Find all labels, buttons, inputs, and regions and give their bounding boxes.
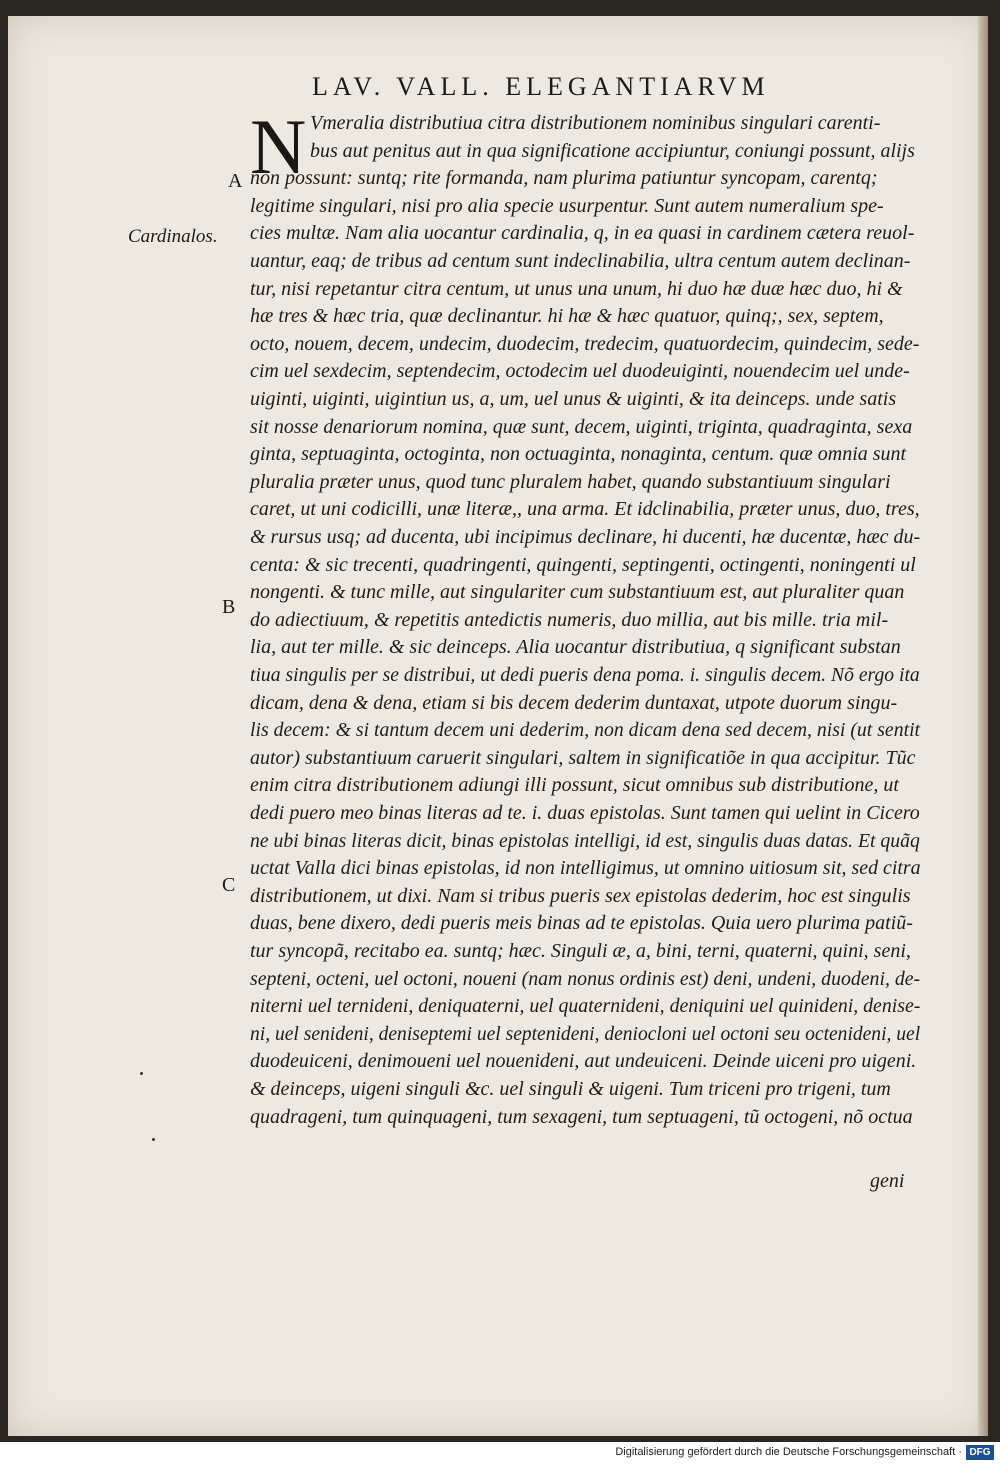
text-line: niterni uel ternideni, deniquaterni, uel quaternideni, deniquini uel quinideni, denise- bbox=[250, 995, 921, 1018]
text-line: lis decem: & si tantum decem uni dederim, non dicam dena sed decem, nisi (ut sentit bbox=[250, 719, 921, 742]
catchword: geni bbox=[870, 1170, 905, 1192]
text-line: tur syncopã, recitabo ea. suntq; hæc. Singuli æ, a, bini, terni, quaterni, quini, seni, bbox=[250, 940, 911, 962]
text-line: enim citra distributionem adiungi illi possunt, sicut omnibus sub distributione, ut bbox=[250, 774, 899, 797]
page-edge bbox=[978, 16, 988, 1436]
text-line: duodeuiceni, denimoueni uel nouenideni, aut undeuiceni. Deinde uiceni pro uigeni. bbox=[250, 1050, 917, 1073]
dfg-logo: DFG bbox=[966, 1445, 994, 1460]
text-line: autor) substantiuum caruerit singulari, saltem in significatiõe in qua accipitur. Tũc bbox=[250, 746, 916, 769]
text-line: lia, aut ter mille. & sic deinceps. Alia uocantur distributiua, q significant substan bbox=[250, 636, 901, 659]
text-line: non possunt: suntq; rite formanda, nam plurima patiuntur syncopam, carentq; bbox=[250, 167, 878, 190]
text-line: & rursus usq; ad ducenta, ubi incipimus declinare, hi ducenti, hæ ducentæ, hæc du- bbox=[250, 526, 921, 548]
text-line: centa: & sic trecenti, quadringenti, quingenti, septingenti, octingenti, noningenti ul bbox=[250, 553, 916, 576]
margin-note: Cardinalos. bbox=[128, 226, 218, 247]
text-line: duas, bene dixero, dedi pueris meis binas ad te epistolas. Quia uero plurima patiũ- bbox=[250, 912, 913, 935]
text-line: ni, uel senideni, deniseptemi uel septenideni, deniocloni uel octoni seu octenideni, uel bbox=[250, 1022, 921, 1045]
ink-speck bbox=[140, 1072, 143, 1075]
text-line: tiua singulis per se distribui, ut dedi pueris dena poma. i. singulis decem. Nõ ergo ita bbox=[250, 664, 920, 686]
text-line: nongenti. & tunc mille, aut singulariter cum substantiuum est, aut pluraliter quan bbox=[250, 581, 905, 604]
text-line: quadrageni, tum quinquageni, tum sexageni, tum septuageni, tũ octogeni, nõ octua bbox=[250, 1105, 913, 1128]
text-line: uiginti, uiginti, uigintiun us, a, um, uel unus & uiginti, & ita deinceps. unde satis bbox=[250, 388, 897, 410]
text-line: & deinceps, uigeni singuli &c. uel singuli & uigeni. Tum triceni pro trigeni, tum bbox=[250, 1078, 891, 1100]
text-line: ginta, septuaginta, octoginta, non octuaginta, nonaginta, centum. quæ omnia sunt bbox=[250, 443, 907, 466]
text-line: uctat Valla dici binas epistolas, id non intelligimus, ut omnino uitiosum sit, sed citra bbox=[250, 857, 921, 880]
text-line: bus aut penitus aut in qua significatione accipiuntur, coniungi possunt, alijs bbox=[310, 139, 915, 162]
text-line: pluralia præter unus, quod tunc pluralem habet, quando substantiuum singulari bbox=[250, 470, 891, 493]
decorated-initial: N bbox=[250, 103, 307, 190]
text-line: cies multæ. Nam alia uocantur cardinalia, q, in ea quasi in cardinem cætera reuol- bbox=[250, 222, 915, 245]
text-line: septeni, octeni, uel octoni, noueni (nam nonus ordinis est) deni, undeni, duodeni, de- bbox=[250, 967, 921, 990]
text-line: do adiectiuum, & repetitis antedictis numeris, duo millia, aut bis mille. tria mil- bbox=[250, 608, 889, 631]
text-line: Vmeralia distributiua citra distributionem nominibus singulari carenti- bbox=[310, 112, 881, 134]
footer-bar bbox=[0, 1442, 1000, 1464]
text-line: dicam, dena & dena, etiam si bis decem dederim duntaxat, utpote duorum singu- bbox=[250, 691, 898, 714]
text-line: dedi puero meo binas literas ad te. i. duas epistolas. Sunt tamen qui uelint in Cicero bbox=[250, 802, 920, 824]
text-line: cim uel sexdecim, septendecim, octodecim uel duodeuiginti, nouendecim uel unde- bbox=[250, 360, 910, 383]
text-line: sit nosse denariorum nomina, quæ sunt, decem, uiginti, triginta, quadraginta, sexa bbox=[250, 415, 913, 438]
text-line: ne ubi binas literas dicit, binas epistolas intelligi, id est, singulis duas datas. Et quãq bbox=[250, 829, 920, 852]
text-line: uantur, eaq; de tribus ad centum sunt indeclinabilia, ultra centum autem declinan- bbox=[250, 250, 911, 272]
margin-letter-c: C bbox=[222, 874, 236, 896]
ink-speck bbox=[152, 1138, 155, 1141]
text-line: octo, nouem, decem, undecim, duodecim, tredecim, quatuordecim, quindecim, sede- bbox=[250, 332, 920, 355]
running-head: LAV. VALL. ELEGANTIARVM bbox=[312, 72, 770, 101]
margin-letter-a: A bbox=[228, 170, 243, 192]
text-line: distributionem, ut dixi. Nam si tribus pueris sex epistolas dederim, hoc est singulis bbox=[250, 884, 911, 907]
margin-letter-b: B bbox=[222, 596, 236, 618]
text-line: hæ tres & hæc tria, quæ declinantur. hi hæ & hæc quatuor, quinq;, sex, septem, bbox=[250, 305, 884, 328]
text-line: caret, ut uni codicilli, unæ literæ,, una arma. Et idclinabilia, præter unus, duo, tres, bbox=[250, 498, 920, 521]
text-line: legitime singulari, nisi pro alia specie usurpentur. Sunt autem numeralium spe- bbox=[250, 194, 884, 217]
text-line: tur, nisi repetantur citra centum, ut unus una unum, hi duo hæ duæ hæc duo, hi & bbox=[250, 277, 903, 300]
funding-credit: Digitalisierung gefördert durch die Deutsche Forschungsgemeinschaft · bbox=[615, 1446, 962, 1458]
